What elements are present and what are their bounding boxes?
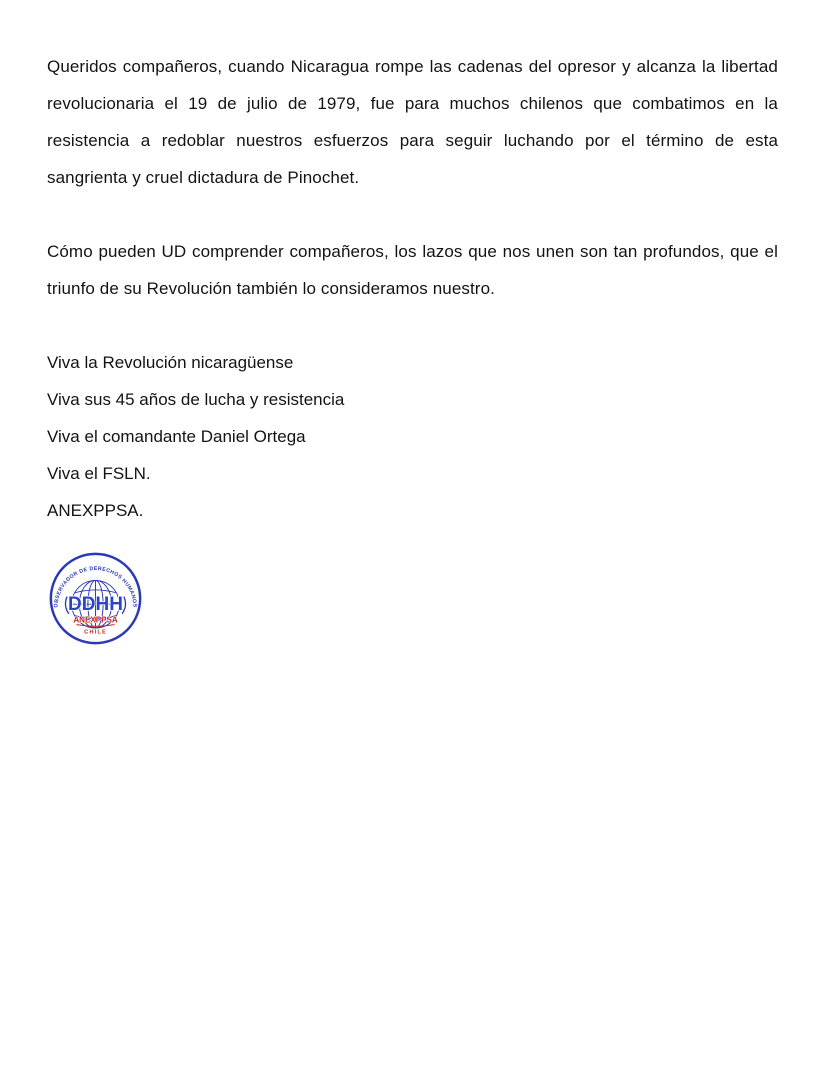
viva-line-1: Viva la Revolución nicaragüense xyxy=(47,353,294,372)
signature-line: ANEXPPSA. xyxy=(47,501,144,520)
logo-ddhh-text: DDHH xyxy=(68,593,123,615)
viva-line-3: Viva el comandante Daniel Ortega xyxy=(47,427,306,446)
logo-arc-text: OBSERVADOR DE DERECHOS HUMANOS xyxy=(53,565,138,608)
logo-anexppsa-text: ANEXPPSA xyxy=(73,615,118,625)
ddhh-anexppsa-logo xyxy=(48,551,143,646)
paragraph-2: Cómo pueden UD comprender compañeros, los lazos que nos unen son tan profundos, que el triunfo de su Revolución también lo consideramos nuestro. xyxy=(47,242,778,298)
viva-line-2: Viva sus 45 años de lucha y resistencia xyxy=(47,390,345,409)
logo-chile-text: CHILE xyxy=(84,629,107,636)
logo-emblem-icon xyxy=(48,551,143,646)
closing-lines xyxy=(47,344,778,529)
viva-line-4: Viva el FSLN. xyxy=(47,464,151,483)
paragraph-1: Queridos compañeros, cuando Nicaragua rompe las cadenas del opresor y alcanza la libertad revolucionaria el 19 de julio de 1979, fue para muchos chilenos que combatimos en la resistencia a redoblar nuestros esfuerzos para seguir luchando por el término de esta sangrienta y cruel dictadura de Pinochet. xyxy=(47,57,778,187)
